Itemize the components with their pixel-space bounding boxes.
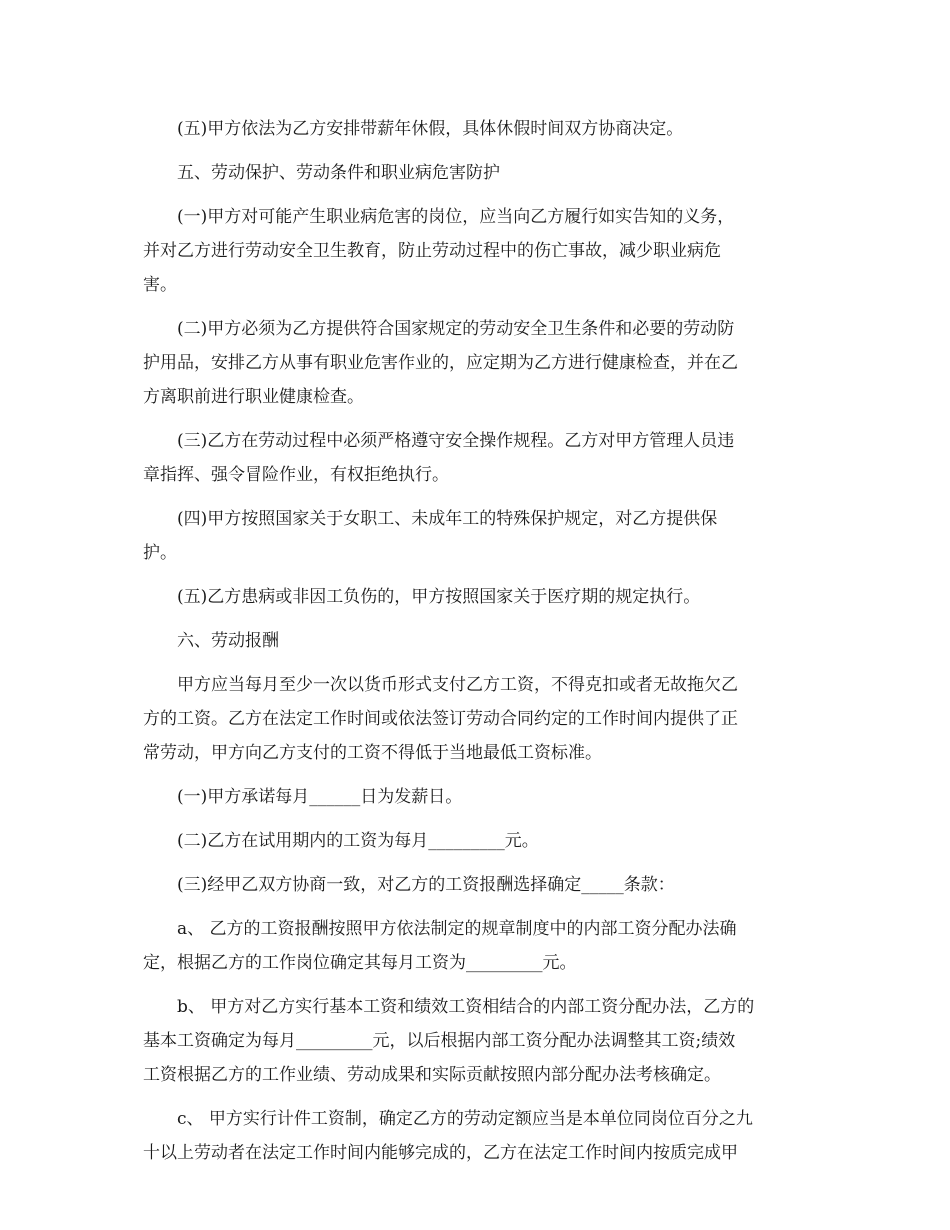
document-paragraph bbox=[143, 312, 809, 414]
document-paragraph bbox=[143, 502, 809, 570]
document-paragraph bbox=[143, 912, 809, 980]
document-paragraph bbox=[143, 580, 809, 614]
document-paragraph bbox=[143, 424, 809, 492]
paragraph-line: (四)甲方按照国家关于女职工、未成年工的特殊保护规定，对乙方提供保 bbox=[177, 509, 718, 529]
paragraph-line: 害。 bbox=[143, 275, 177, 295]
paragraph-line: (五)甲方依法为乙方安排带薪年休假，具体休假时间双方协商决定。 bbox=[177, 119, 684, 139]
document-paragraph bbox=[143, 200, 809, 302]
document-paragraph bbox=[143, 156, 809, 190]
paragraph-line: 方离职前进行职业健康检查。 bbox=[143, 387, 364, 407]
paragraph-line: 工资根据乙方的工作业绩、劳动成果和实际贡献按照内部分配办法考核确定。 bbox=[143, 1065, 721, 1085]
paragraph-line: 五、劳动保护、劳动条件和职业病危害防护 bbox=[177, 163, 500, 183]
paragraph-line: (二)乙方在试用期内的工资为每月_________元。 bbox=[177, 831, 539, 851]
paragraph-line: 章指挥、强令冒险作业，有权拒绝执行。 bbox=[143, 465, 449, 485]
document-paragraph bbox=[143, 868, 809, 902]
document-paragraph bbox=[143, 990, 809, 1092]
document-body bbox=[143, 112, 809, 1180]
paragraph-line: (一)甲方对可能产生职业病危害的岗位，应当向乙方履行如实告知的义务， bbox=[177, 207, 735, 227]
paragraph-line: (三)经甲乙双方协商一致，对乙方的工资报酬选择确定_____条款： bbox=[177, 875, 675, 895]
paragraph-line: 方的工资。乙方在法定工作时间或依法签订劳动合同约定的工作时间内提供了正 bbox=[143, 709, 738, 729]
paragraph-line: 六、劳动报酬 bbox=[177, 631, 279, 651]
document-paragraph bbox=[143, 112, 809, 146]
paragraph-line: 护用品，安排乙方从事有职业危害作业的，应定期为乙方进行健康检查，并在乙 bbox=[143, 353, 738, 373]
paragraph-line: 甲方应当每月至少一次以货币形式支付乙方工资，不得克扣或者无故拖欠乙 bbox=[177, 675, 738, 695]
document-paragraph bbox=[143, 668, 809, 770]
paragraph-line: c、 甲方实行计件工资制，确定乙方的劳动定额应当是本单位同岗位百分之九 bbox=[177, 1109, 753, 1129]
paragraph-line: (三)乙方在劳动过程中必须严格遵守安全操作规程。乙方对甲方管理人员违 bbox=[177, 431, 735, 451]
document-paragraph bbox=[143, 780, 809, 814]
paragraph-line: (二)甲方必须为乙方提供符合国家规定的劳动安全卫生条件和必要的劳动防 bbox=[177, 319, 735, 339]
paragraph-line: 定，根据乙方的工作岗位确定其每月工资为_________元。 bbox=[143, 953, 577, 973]
document-paragraph bbox=[143, 824, 809, 858]
paragraph-line: b、 甲方对乙方实行基本工资和绩效工资相结合的内部工资分配办法，乙方的 bbox=[177, 997, 755, 1017]
paragraph-line: (五)乙方患病或非因工负伤的，甲方按照国家关于医疗期的规定执行。 bbox=[177, 587, 701, 607]
paragraph-line: 并对乙方进行劳动安全卫生教育，防止劳动过程中的伤亡事故，减少职业病危 bbox=[143, 241, 721, 261]
paragraph-line: a、 乙方的工资报酬按照甲方依法制定的规章制度中的内部工资分配办法确 bbox=[177, 919, 737, 939]
paragraph-line: 基本工资确定为每月_________元，以后根据内部工资分配办法调整其工资;绩效 bbox=[143, 1031, 736, 1051]
paragraph-line: 十以上劳动者在法定工作时间内能够完成的，乙方在法定工作时间内按质完成甲 bbox=[143, 1143, 738, 1163]
paragraph-line: 护。 bbox=[143, 543, 177, 563]
paragraph-line: 常劳动，甲方向乙方支付的工资不得低于当地最低工资标准。 bbox=[143, 743, 602, 763]
paragraph-line: (一)甲方承诺每月______日为发薪日。 bbox=[177, 787, 463, 807]
document-paragraph bbox=[143, 1102, 809, 1170]
document-paragraph bbox=[143, 624, 809, 658]
